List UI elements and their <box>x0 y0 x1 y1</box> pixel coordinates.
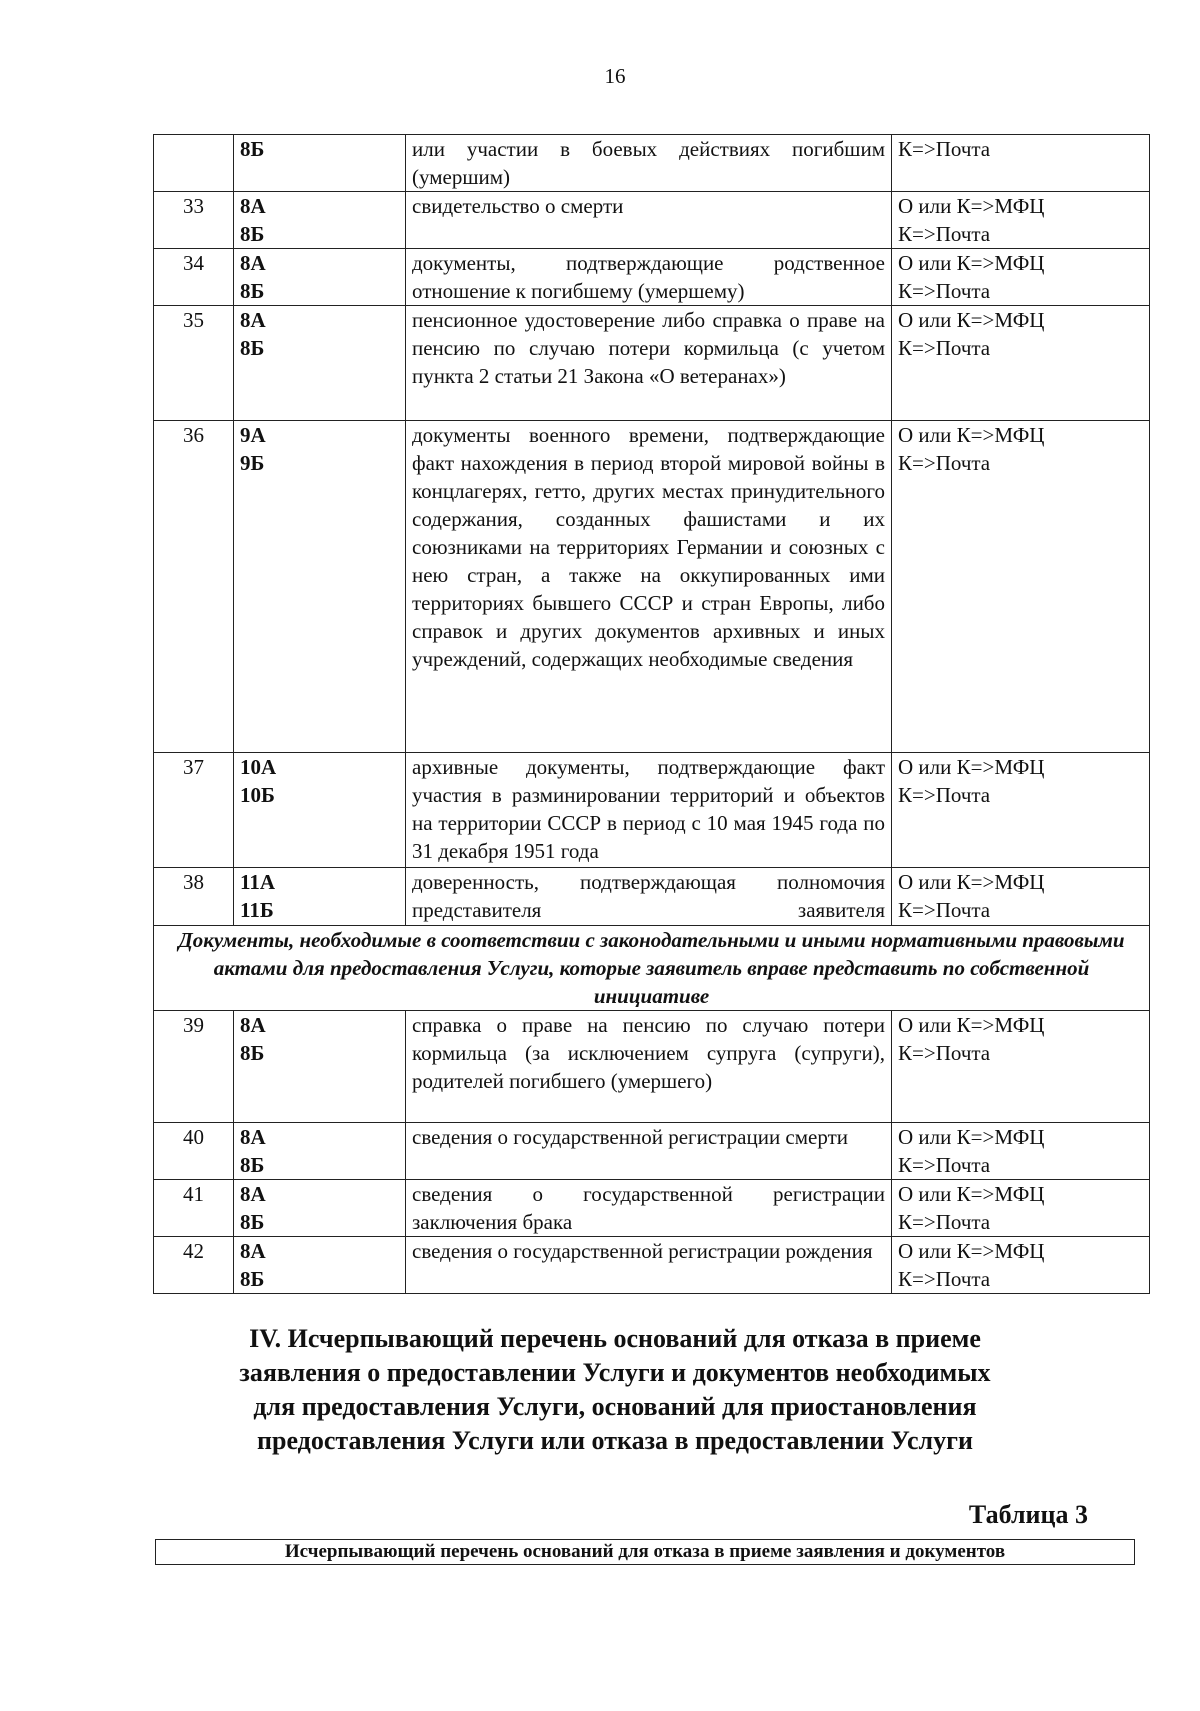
table3-header: Исчерпывающий перечень оснований для отказа в приеме заявления и документов <box>155 1539 1135 1565</box>
row-number: 33 <box>154 192 234 249</box>
row-description: архивные документы, подтверждающие факт участия в разминировании территорий и объектов на территории СССР в период с 10 мая 1945 года по 31 декабря 1951 года <box>406 753 892 868</box>
section-title-line: заявления о предоставлении Услуги и документов необходимых <box>239 1358 991 1387</box>
table-row <box>154 753 1150 868</box>
table-label: Таблица 3 <box>968 1500 1088 1529</box>
row-methods: О или К=>МФЦ К=>Почта <box>892 1237 1150 1294</box>
table-row <box>154 868 1150 926</box>
row-description: справка о праве на пенсию по случаю потери кормильца (за исключением супруга (супруги), родителей погибшего (умершего) <box>406 1011 892 1123</box>
section-header: Документы, необходимые в соответствии с законодательными и иными нормативными правовыми актами для предоставления Услуги, которые заявитель вправе представить по собственной инициативе <box>154 926 1150 1011</box>
section-title-line: предоставления Услуги или отказа в предоставлении Услуги <box>257 1426 973 1455</box>
row-codes: 11А 11Б <box>234 868 406 926</box>
row-number: 39 <box>154 1011 234 1123</box>
table-row <box>154 421 1150 753</box>
documents-table <box>153 134 1150 1294</box>
table-row <box>154 249 1150 306</box>
section-title-line: для предоставления Услуги, оснований для приостановления <box>253 1392 977 1421</box>
row-number: 40 <box>154 1123 234 1180</box>
row-methods: О или К=>МФЦ К=>Почта <box>892 192 1150 249</box>
row-codes: 8А 8Б <box>234 1011 406 1123</box>
row-methods: О или К=>МФЦ К=>Почта <box>892 421 1150 753</box>
row-number: 35 <box>154 306 234 421</box>
table-row <box>154 1123 1150 1180</box>
row-codes: 8А 8Б <box>234 306 406 421</box>
row-number: 36 <box>154 421 234 753</box>
row-codes: 8А 8Б <box>234 192 406 249</box>
row-description: сведения о государственной регистрации заключения брака <box>406 1180 892 1237</box>
row-description: документы военного времени, подтверждающие факт нахождения в период второй мировой войны в концлагерях, гетто, других местах принудительного содержания, созданных фашистами и их союзниками на территориях Германии и союзных с нею стран, а также на оккупированных ими территориях бывшего СССР и стран Европы, либо справок и других документов архивных и иных учреждений, содержащих необходимые сведения <box>406 421 892 753</box>
row-codes: 8Б <box>234 135 406 192</box>
row-methods: О или К=>МФЦ К=>Почта <box>892 1180 1150 1237</box>
row-description: документы, подтверждающие родственное отношение к погибшему (умершему) <box>406 249 892 306</box>
row-description: сведения о государственной регистрации рождения <box>406 1237 892 1294</box>
row-description: сведения о государственной регистрации смерти <box>406 1123 892 1180</box>
table-row <box>154 135 1150 192</box>
row-description: пенсионное удостоверение либо справка о праве на пенсию по случаю потери кормильца (с учетом пункта 2 статьи 21 Закона «О ветеранах») <box>406 306 892 421</box>
row-codes: 8А 8Б <box>234 1237 406 1294</box>
table-row <box>154 1180 1150 1237</box>
row-methods: О или К=>МФЦ К=>Почта <box>892 753 1150 868</box>
row-codes: 8А 8Б <box>234 1123 406 1180</box>
row-description: или участии в боевых действиях погибшим (умершим) <box>406 135 892 192</box>
row-methods: К=>Почта <box>892 135 1150 192</box>
row-number <box>154 135 234 192</box>
row-methods: О или К=>МФЦ К=>Почта <box>892 1011 1150 1123</box>
row-description: свидетельство о смерти <box>406 192 892 249</box>
section-title-line: IV. Исчерпывающий перечень оснований для отказа в приеме <box>249 1324 981 1353</box>
row-codes: 8А 8Б <box>234 249 406 306</box>
row-description: доверенность, подтверждающая полномочия представителя заявителя <box>406 868 892 926</box>
row-methods: О или К=>МФЦ К=>Почта <box>892 249 1150 306</box>
table-row <box>154 1237 1150 1294</box>
row-methods: О или К=>МФЦ К=>Почта <box>892 868 1150 926</box>
row-number: 34 <box>154 249 234 306</box>
table-row <box>154 306 1150 421</box>
row-methods: О или К=>МФЦ К=>Почта <box>892 306 1150 421</box>
row-number: 38 <box>154 868 234 926</box>
section-title <box>110 1322 1120 1458</box>
table-row <box>154 1011 1150 1123</box>
section-header-row <box>154 926 1150 1011</box>
row-number: 37 <box>154 753 234 868</box>
table-row <box>154 192 1150 249</box>
row-codes: 8А 8Б <box>234 1180 406 1237</box>
row-codes: 10А 10Б <box>234 753 406 868</box>
row-number: 42 <box>154 1237 234 1294</box>
row-number: 41 <box>154 1180 234 1237</box>
row-codes: 9А 9Б <box>234 421 406 753</box>
row-methods: О или К=>МФЦ К=>Почта <box>892 1123 1150 1180</box>
page-number: 16 <box>604 64 626 88</box>
